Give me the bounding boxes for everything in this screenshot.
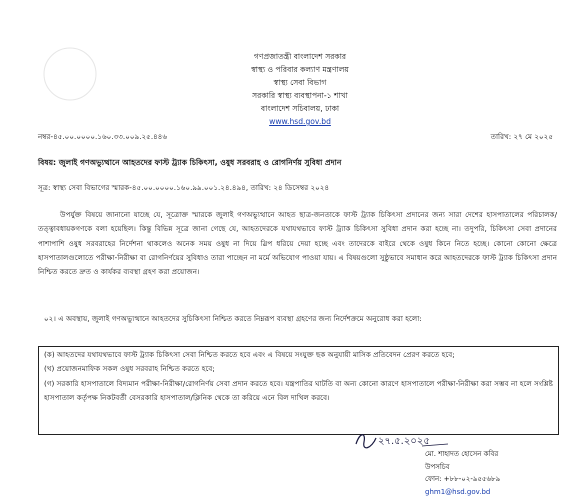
- signatory-designation: উপসচিব: [425, 462, 450, 471]
- body-paragraph-2: ০২। এ অবস্থায়, জুলাই গণঅভ্যুত্থানে আহতদের সুচিকিৎসা নিশ্চিত করতে নিম্নরূপ ব্যবস্থা গ্রহণের জন্য নির্দেশক্রমে অনুরোধ করা হলো:: [44, 314, 422, 323]
- source-reference: সূত্র: স্বাস্থ্য সেবা বিভাগের স্মারক-৪৫.০০.০০০০.১৬০.৯৯.০০১.২৪.৪৯৪, তারিখ: ২৪ ডিসেম্বর ২০২৪: [38, 183, 330, 192]
- header-line-1: গণপ্রজাতন্ত্রী বাংলাদেশ সরকার: [253, 52, 347, 61]
- directive-item: (ক) আহতদের যথাযথভাবে ফাস্ট ট্র্যাক চিকিৎসা সেবা নিশ্চিত করতে হবে এবং এ বিষয়ে সংযুক্ত ছক অনুযায়ী মাসিক প্রতিবেদন প্রেরণ করতে হবে;: [44, 350, 455, 359]
- reference-row: [38, 132, 553, 146]
- handwritten-signature: [352, 428, 452, 450]
- website-link[interactable]: www.hsd.gov.bd: [269, 117, 331, 126]
- memo-date: তারিখ: ২৭ মে ২০২৫: [490, 132, 553, 141]
- signatory-block: [425, 448, 500, 498]
- subject-line: বিষয়: জুলাই গণঅভ্যুত্থানে আহতদের ফাস্ট ট্র্যাক চিকিৎসা, ওষুধ সরবরাহ ও রোগনির্ণয় সুবিধা প্রদান: [38, 158, 342, 167]
- header-line-4: সরকারি স্বাস্থ্য ব্যবস্থাপনা-১ শাখা: [252, 91, 348, 100]
- body-paragraph-1: উপর্যুক্ত বিষয়ে জানানো যাচ্ছে যে, সূত্রোক্ত স্মারকে জুলাই গণঅভ্যুত্থানে আহত ছাত্র-জনতাকে ফাস্ট ট্র্যাক চিকিৎসা প্রদানের জন্য সারা দেশের হাসপাতালের পরিচালক/তত্ত্বাবধায়কগণকে বলা হয়েছিল। কিন্তু বিভিন্ন সূত্রে জানা গেছে যে, আহতদেরকে যথাযথভাবে ফাস্ট ট্র্যাক চিকিৎসা সুবিধা প্রদান করা হচ্ছে না। তদুপরি, চিকিৎসা সেবা প্রদানের পাশাপাশি ওষুধ সরবরাহের নির্দেশনা থাকলেও অনেক সময় ওষুধ না দিয়ে স্লিপ ধরিয়ে দেয়া হচ্ছে এবং তাদেরকে বাইরে থেকে ওষুধ কিনে নিতে হচ্ছে। কোনো কোনো ক্ষেত্রে হাসপাতালগুলোতে পরীক্ষা-নিরীক্ষা বা রোগনির্ণয়ের সুবিধাও তারা পাচ্ছেন না মর্মে অভিযোগ পাওয়া যায়। এ বিষয়গুলো সুষ্ঠুভাবে সমাধান করে আহতদেরকে ফাস্ট ট্র্যাক চিকিৎসা প্রদান নিশ্চিত করতে দ্রুত ও কার্যকর ব্যবস্থা গ্রহণ করা প্রয়োজন।: [38, 210, 557, 277]
- signatory-name: মো. শাহাদত হোসেন কবির: [425, 450, 499, 458]
- header-line-3: স্বাস্থ্য সেবা বিভাগ: [273, 78, 327, 87]
- directives-box: [38, 346, 559, 435]
- header-line-2: স্বাস্থ্য ও পরিবার কল্যাণ মন্ত্রণালয়: [251, 65, 349, 74]
- signatory-phone: ফোন: +৮৮-০২-৯৫৫৬৮৯: [425, 475, 501, 483]
- directive-item: (গ) সরকারি হাসপাতালে বিদ্যমান পরীক্ষা-নিরীক্ষা/রোগনির্ণয় সেবা প্রদান করতে হবে। যন্ত্রপাতির ঘাটতি বা অন্য কোনো কারণে হাসপাতালে পরীক্ষা-নিরীক্ষা করা সম্ভব না হলে সংশ্লিষ্ট হাসপাতাল কর্তৃপক্ষ নিকটবর্তী বেসরকারি হাসপাতাল/ক্লিনিক থেকে তা করিয়ে এনে বিল দাখিল করবে।: [44, 378, 553, 402]
- header-line-5: বাংলাদেশ সচিবালয়, ঢাকা: [260, 104, 340, 113]
- memo-number: নম্বর-৪৫.০০.০০০০.১৬০.৩৩.০০৯.২৫.৪৪৬: [38, 132, 168, 141]
- directive-item: (খ) প্রয়োজনমাফিক সকল ওষুধ সরবরাহ নিশ্চিত করতে হবে;: [44, 364, 215, 374]
- government-seal-icon: [40, 44, 100, 104]
- signature-date: ২৭.৫.২০২৫: [378, 436, 430, 447]
- signatory-email[interactable]: ghm1@hsd.gov.bd: [425, 487, 491, 496]
- letterhead: [200, 50, 400, 128]
